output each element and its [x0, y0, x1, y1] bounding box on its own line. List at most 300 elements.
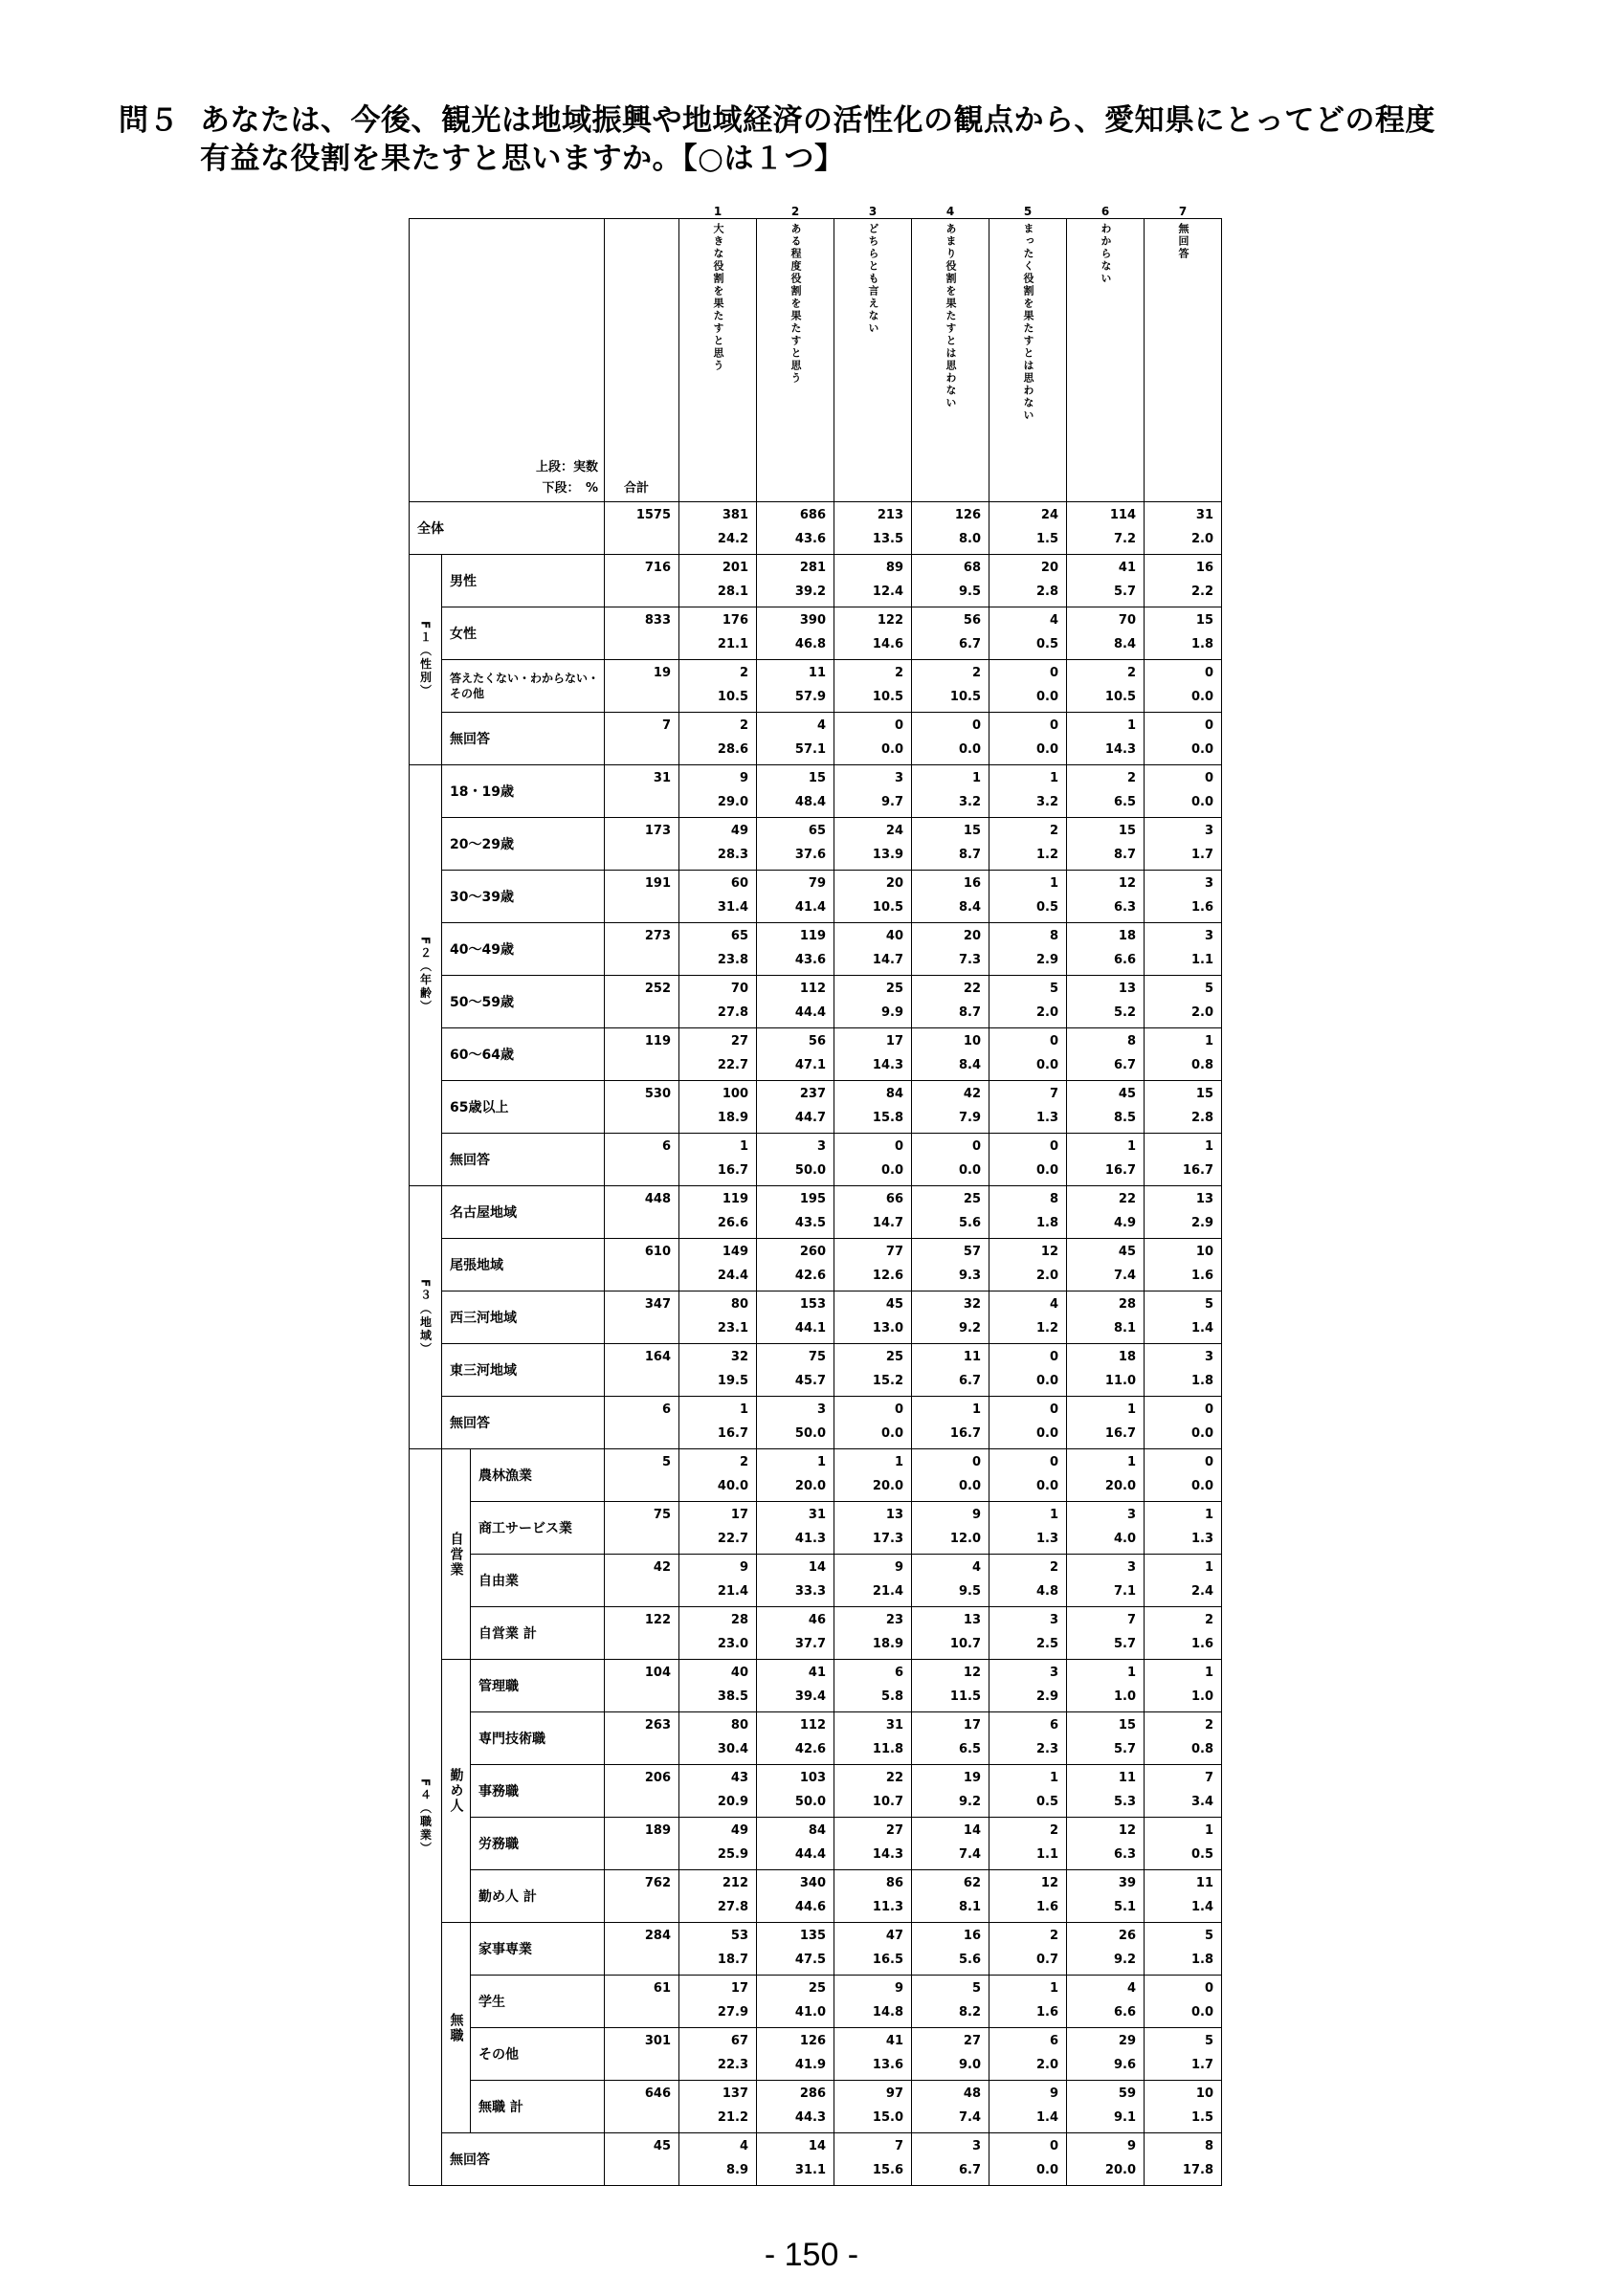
count-value: 0 — [1049, 1402, 1058, 1417]
data-cell — [679, 1976, 757, 2028]
data-cell — [834, 976, 912, 1028]
data-cell — [912, 818, 989, 871]
total-value: 119 — [644, 1034, 671, 1049]
count-value: 2 — [1049, 824, 1058, 838]
table-row — [410, 1292, 1222, 1344]
data-cell — [834, 2133, 912, 2186]
data-cell — [757, 555, 834, 607]
row-total — [605, 1976, 679, 2028]
percent-value: 14.3 — [872, 1058, 903, 1072]
table-row — [410, 607, 1222, 660]
data-cell — [1067, 1712, 1145, 1765]
data-cell — [1067, 1555, 1145, 1607]
total-value: 448 — [644, 1192, 671, 1206]
percent-value: 5.2 — [1113, 1005, 1136, 1020]
percent-value: 1.3 — [1035, 1111, 1058, 1125]
row-label: 30～39歳 — [442, 871, 605, 923]
data-cell — [989, 607, 1067, 660]
count-value: 2 — [1204, 1718, 1213, 1733]
count-value: 1 — [1126, 718, 1136, 733]
table-row — [410, 1976, 1222, 2028]
percent-value: 16.5 — [872, 1953, 903, 1967]
column-header-label: どちらとも言えない — [867, 223, 879, 335]
percent-value: 28.6 — [717, 742, 748, 757]
data-cell — [834, 1660, 912, 1712]
row-total — [605, 502, 679, 555]
count-value: 212 — [722, 1876, 748, 1890]
row-label: 無回答 — [442, 1397, 605, 1449]
row-total — [605, 1660, 679, 1712]
data-cell — [1145, 607, 1222, 660]
percent-value: 18.7 — [717, 1953, 748, 1967]
count-value: 0 — [1204, 1402, 1213, 1417]
data-cell — [757, 1081, 834, 1134]
total-value: 191 — [644, 876, 671, 891]
data-cell — [912, 1186, 989, 1239]
data-cell — [1145, 871, 1222, 923]
table-row — [410, 2081, 1222, 2133]
count-value: 686 — [799, 508, 826, 522]
table-row — [410, 1134, 1222, 1186]
data-cell — [912, 2133, 989, 2186]
percent-value: 6.5 — [1113, 795, 1136, 809]
percent-value: 9.2 — [1113, 1953, 1136, 1967]
data-cell — [679, 607, 757, 660]
row-label: 名古屋地域 — [442, 1186, 605, 1239]
percent-value: 10.5 — [949, 690, 981, 704]
percent-value: 23.8 — [717, 953, 748, 967]
column-header — [1145, 219, 1222, 502]
count-value: 31 — [808, 1508, 826, 1522]
percent-value: 12.6 — [872, 1269, 903, 1283]
percent-value: 16.7 — [717, 1163, 748, 1178]
table-row — [410, 1555, 1222, 1607]
data-cell — [912, 555, 989, 607]
percent-value: 41.0 — [794, 2005, 826, 2020]
percent-value: 6.6 — [1113, 953, 1136, 967]
data-cell — [1145, 976, 1222, 1028]
data-cell — [834, 1449, 912, 1502]
percent-value: 5.1 — [1113, 1900, 1136, 1914]
table-row — [410, 1818, 1222, 1870]
data-cell — [989, 1134, 1067, 1186]
percent-value: 0.0 — [1035, 2163, 1058, 2177]
percent-value: 2.9 — [1035, 953, 1058, 967]
question-number: 問５ — [119, 103, 179, 138]
percent-value: 15.0 — [872, 2110, 903, 2125]
percent-value: 0.0 — [958, 742, 981, 757]
data-cell — [679, 2081, 757, 2133]
percent-value: 0.0 — [1035, 1374, 1058, 1388]
percent-value: 1.6 — [1190, 1637, 1213, 1651]
total-header — [605, 219, 679, 502]
data-cell — [1067, 502, 1145, 555]
data-cell — [912, 660, 989, 713]
data-cell — [834, 1607, 912, 1660]
percent-value: 23.1 — [717, 1321, 748, 1336]
data-cell — [679, 1870, 757, 1923]
percent-value: 10.5 — [1104, 690, 1136, 704]
count-value: 84 — [885, 1087, 903, 1101]
row-total — [605, 1081, 679, 1134]
percent-value: 2.0 — [1190, 1005, 1213, 1020]
table-row — [410, 1870, 1222, 1923]
total-header-label: 合計 — [624, 481, 650, 496]
percent-value: 8.4 — [958, 1058, 981, 1072]
percent-value: 1.5 — [1035, 532, 1058, 546]
count-value: 0 — [1204, 718, 1213, 733]
percent-value: 7.9 — [958, 1111, 981, 1125]
count-value: 9 — [1126, 2139, 1136, 2153]
count-value: 4 — [1126, 1981, 1136, 1996]
data-cell — [834, 871, 912, 923]
data-cell — [757, 2133, 834, 2186]
row-label: 60～64歳 — [442, 1028, 605, 1081]
data-cell — [757, 1607, 834, 1660]
data-cell — [1145, 2133, 1222, 2186]
percent-value: 5.7 — [1113, 1637, 1136, 1651]
count-value: 80 — [730, 1297, 748, 1312]
percent-value: 0.0 — [880, 742, 903, 757]
percent-value: 25.9 — [717, 1847, 748, 1862]
data-cell — [989, 1397, 1067, 1449]
data-cell — [1067, 871, 1145, 923]
question-line-1: あなたは、今後、観光は地域振興や地域経済の活性化の観点から、愛知県にとってどの程度 — [200, 103, 1435, 138]
column-header — [989, 219, 1067, 502]
data-cell — [834, 2028, 912, 2081]
column-header — [912, 219, 989, 502]
data-cell — [989, 660, 1067, 713]
data-cell — [757, 1818, 834, 1870]
data-cell — [679, 871, 757, 923]
data-cell — [1145, 1134, 1222, 1186]
percent-value: 11.3 — [872, 1900, 903, 1914]
data-cell — [834, 1923, 912, 1976]
percent-value: 37.6 — [794, 848, 826, 862]
percent-value: 4.9 — [1113, 1216, 1136, 1230]
count-value: 46 — [808, 1613, 826, 1627]
data-cell — [834, 1134, 912, 1186]
percent-value: 8.7 — [958, 848, 981, 862]
percent-value: 9.0 — [958, 2058, 981, 2072]
count-value: 1 — [971, 1402, 981, 1417]
count-value: 42 — [963, 1087, 981, 1101]
count-value: 112 — [799, 982, 826, 996]
percent-value: 0.0 — [1035, 1163, 1058, 1178]
data-cell — [1145, 1870, 1222, 1923]
data-cell — [989, 1818, 1067, 1870]
count-value: 0 — [1049, 1455, 1058, 1469]
data-cell — [1067, 923, 1145, 976]
percent-value: 57.1 — [794, 742, 826, 757]
data-cell — [1145, 555, 1222, 607]
count-value: 3 — [1204, 929, 1213, 943]
total-value: 122 — [644, 1613, 671, 1627]
count-value: 10 — [1195, 2086, 1213, 2101]
row-total — [605, 1502, 679, 1555]
count-value: 3 — [894, 771, 903, 785]
count-value: 286 — [799, 2086, 826, 2101]
count-value: 2 — [739, 666, 748, 680]
percent-value: 1.6 — [1035, 2005, 1058, 2020]
row-label: 答えたくない・わからない・その他 — [442, 660, 605, 713]
count-value: 14 — [963, 1823, 981, 1838]
count-value: 53 — [730, 1929, 748, 1943]
data-cell — [834, 660, 912, 713]
count-value: 5 — [1204, 1297, 1213, 1312]
page-number: - 150 - — [764, 2237, 859, 2273]
count-value: 12 — [1040, 1876, 1058, 1890]
percent-value: 20.0 — [1104, 1479, 1136, 1493]
subgroup-label-cell — [442, 1923, 471, 2133]
count-value: 2 — [739, 1455, 748, 1469]
count-value: 24 — [1040, 508, 1058, 522]
percent-value: 10.7 — [949, 1637, 981, 1651]
count-value: 31 — [885, 1718, 903, 1733]
percent-value: 0.8 — [1190, 1742, 1213, 1756]
data-cell — [834, 923, 912, 976]
count-value: 97 — [885, 2086, 903, 2101]
count-value: 135 — [799, 1929, 826, 1943]
percent-value: 15.2 — [872, 1374, 903, 1388]
percent-value: 10.5 — [872, 900, 903, 915]
row-label: 尾張地域 — [442, 1239, 605, 1292]
count-value: 12 — [1118, 1823, 1136, 1838]
data-cell — [912, 1660, 989, 1712]
count-value: 0 — [1204, 1981, 1213, 1996]
count-value: 4 — [1049, 613, 1058, 628]
count-value: 20 — [885, 876, 903, 891]
data-cell — [1067, 1818, 1145, 1870]
count-value: 103 — [799, 1771, 826, 1785]
row-label: 専門技術職 — [471, 1712, 605, 1765]
percent-value: 50.0 — [794, 1426, 826, 1441]
percent-value: 1.8 — [1190, 1374, 1213, 1388]
count-value: 15 — [1118, 824, 1136, 838]
percent-value: 50.0 — [794, 1163, 826, 1178]
percent-value: 1.5 — [1190, 2110, 1213, 2125]
data-cell — [834, 1976, 912, 2028]
row-total — [605, 1870, 679, 1923]
count-value: 5 — [1204, 2034, 1213, 2048]
column-header-label: ある程度役割を果たすと思う — [789, 223, 802, 385]
row-label: 20～29歳 — [442, 818, 605, 871]
data-cell — [757, 1344, 834, 1397]
percent-value: 14.7 — [872, 1216, 903, 1230]
percent-value: 2.2 — [1190, 585, 1213, 599]
count-value: 86 — [885, 1876, 903, 1890]
count-value: 11 — [963, 1350, 981, 1364]
crosstab-table — [409, 204, 1222, 2186]
data-cell — [679, 1028, 757, 1081]
count-value: 1 — [1204, 1139, 1213, 1154]
row-label: 全体 — [410, 502, 605, 555]
percent-value: 6.3 — [1113, 900, 1136, 915]
subgroup-label: 勤め人 — [448, 1768, 464, 1814]
percent-value: 6.7 — [958, 637, 981, 651]
data-cell — [1145, 2081, 1222, 2133]
percent-value: 7.3 — [958, 953, 981, 967]
total-value: 5 — [661, 1455, 671, 1469]
data-cell — [1067, 1186, 1145, 1239]
percent-value: 19.5 — [717, 1374, 748, 1388]
data-cell — [757, 1449, 834, 1502]
count-value: 70 — [730, 982, 748, 996]
count-value: 22 — [1118, 1192, 1136, 1206]
table-row — [410, 713, 1222, 765]
count-value: 281 — [799, 561, 826, 575]
row-label: 家事専業 — [471, 1923, 605, 1976]
percent-value: 8.5 — [1113, 1111, 1136, 1125]
data-cell — [989, 1923, 1067, 1976]
column-header-label: 大きな役割を果たすと思う — [712, 223, 724, 372]
data-cell — [1145, 1502, 1222, 1555]
data-cell — [1145, 765, 1222, 818]
group-label: F１（性別） — [418, 621, 433, 698]
data-cell — [1067, 555, 1145, 607]
row-total — [605, 1923, 679, 1976]
percent-value: 0.5 — [1035, 637, 1058, 651]
count-value: 1 — [894, 1455, 903, 1469]
data-cell — [757, 765, 834, 818]
total-value: 716 — [644, 561, 671, 575]
count-value: 16 — [963, 1929, 981, 1943]
data-cell — [679, 1712, 757, 1765]
subgroup-label: 自営業 — [448, 1531, 464, 1578]
row-total — [605, 818, 679, 871]
count-value: 0 — [1204, 771, 1213, 785]
count-value: 4 — [971, 1560, 981, 1575]
column-number: 2 — [790, 205, 800, 218]
percent-value: 44.1 — [794, 1321, 826, 1336]
data-cell — [912, 923, 989, 976]
count-value: 195 — [799, 1192, 826, 1206]
group-label: F２（年齢） — [418, 937, 433, 1014]
count-value: 2 — [1049, 1560, 1058, 1575]
percent-value: 15.8 — [872, 1111, 903, 1125]
data-cell — [834, 1765, 912, 1818]
subgroup-label: 無職 — [448, 2012, 464, 2043]
count-value: 11 — [1195, 1876, 1213, 1890]
percent-value: 21.2 — [717, 2110, 748, 2125]
data-cell — [679, 502, 757, 555]
count-value: 39 — [1118, 1876, 1136, 1890]
row-total — [605, 1186, 679, 1239]
data-cell — [1145, 1081, 1222, 1134]
data-cell — [1145, 1818, 1222, 1870]
data-cell — [679, 660, 757, 713]
percent-value: 1.4 — [1035, 2110, 1058, 2125]
data-cell — [679, 818, 757, 871]
percent-value: 14.6 — [872, 637, 903, 651]
count-value: 17 — [730, 1981, 748, 1996]
data-cell — [834, 1712, 912, 1765]
row-label: 西三河地域 — [442, 1292, 605, 1344]
column-header-label: まったく役割を果たすとは思わない — [1022, 223, 1034, 422]
total-value: 6 — [661, 1402, 671, 1417]
count-value: 3 — [1204, 1350, 1213, 1364]
count-value: 43 — [730, 1771, 748, 1785]
data-cell — [912, 1923, 989, 1976]
percent-value: 8.4 — [958, 900, 981, 915]
percent-value: 20.0 — [872, 1479, 903, 1493]
group-label: F３（地域） — [418, 1278, 433, 1357]
count-value: 3 — [1049, 1613, 1058, 1627]
total-value: 273 — [644, 929, 671, 943]
count-value: 25 — [808, 1981, 826, 1996]
data-cell — [679, 1292, 757, 1344]
count-value: 4 — [816, 718, 826, 733]
column-header-label: あまり役割を果たすとは思わない — [945, 223, 957, 409]
data-cell — [679, 1134, 757, 1186]
row-label: 無回答 — [442, 2133, 605, 2186]
data-cell — [1145, 1660, 1222, 1712]
count-value: 3 — [1204, 824, 1213, 838]
count-value: 29 — [1118, 2034, 1136, 2048]
total-value: 61 — [653, 1981, 671, 1996]
question-line-2: 有益な役割を果たすと思いますか。【○は１つ】 — [200, 142, 845, 176]
percent-value: 7.4 — [1113, 1269, 1136, 1283]
count-value: 1 — [1049, 876, 1058, 891]
count-value: 15 — [808, 771, 826, 785]
percent-value: 31.1 — [794, 2163, 826, 2177]
table-row — [410, 1712, 1222, 1765]
count-value: 22 — [963, 982, 981, 996]
percent-value: 20.9 — [717, 1795, 748, 1809]
total-value: 252 — [644, 982, 671, 996]
count-value: 9 — [971, 1508, 981, 1522]
count-value: 1 — [1204, 1508, 1213, 1522]
data-cell — [1145, 502, 1222, 555]
percent-value: 27.8 — [717, 1005, 748, 1020]
row-label: 東三河地域 — [442, 1344, 605, 1397]
data-cell — [757, 1028, 834, 1081]
total-value: 104 — [644, 1666, 671, 1680]
percent-value: 57.9 — [794, 690, 826, 704]
percent-value: 1.6 — [1190, 1269, 1213, 1283]
data-cell — [912, 1870, 989, 1923]
table-row — [410, 1449, 1222, 1502]
row-total — [605, 1397, 679, 1449]
count-value: 13 — [1195, 1192, 1213, 1206]
total-value: 646 — [644, 2086, 671, 2101]
count-value: 14 — [808, 2139, 826, 2153]
data-cell — [757, 871, 834, 923]
count-value: 11 — [808, 666, 826, 680]
table-row — [410, 976, 1222, 1028]
count-value: 3 — [816, 1139, 826, 1154]
count-value: 20 — [1040, 561, 1058, 575]
percent-value: 43.6 — [794, 953, 826, 967]
data-cell — [989, 1081, 1067, 1134]
percent-value: 44.4 — [794, 1847, 826, 1862]
percent-value: 1.1 — [1035, 1847, 1058, 1862]
percent-value: 7.4 — [958, 2110, 981, 2125]
count-value: 1 — [739, 1402, 748, 1417]
percent-value: 28.3 — [717, 848, 748, 862]
row-label: 無回答 — [442, 1134, 605, 1186]
count-value: 114 — [1109, 508, 1136, 522]
percent-value: 17.3 — [872, 1532, 903, 1546]
count-value: 2 — [739, 718, 748, 733]
percent-value: 1.1 — [1190, 953, 1213, 967]
data-cell — [989, 2028, 1067, 2081]
count-value: 49 — [730, 1823, 748, 1838]
data-cell — [1145, 1765, 1222, 1818]
count-value: 7 — [1049, 1087, 1058, 1101]
percent-value: 0.5 — [1035, 1795, 1058, 1809]
data-cell — [989, 502, 1067, 555]
